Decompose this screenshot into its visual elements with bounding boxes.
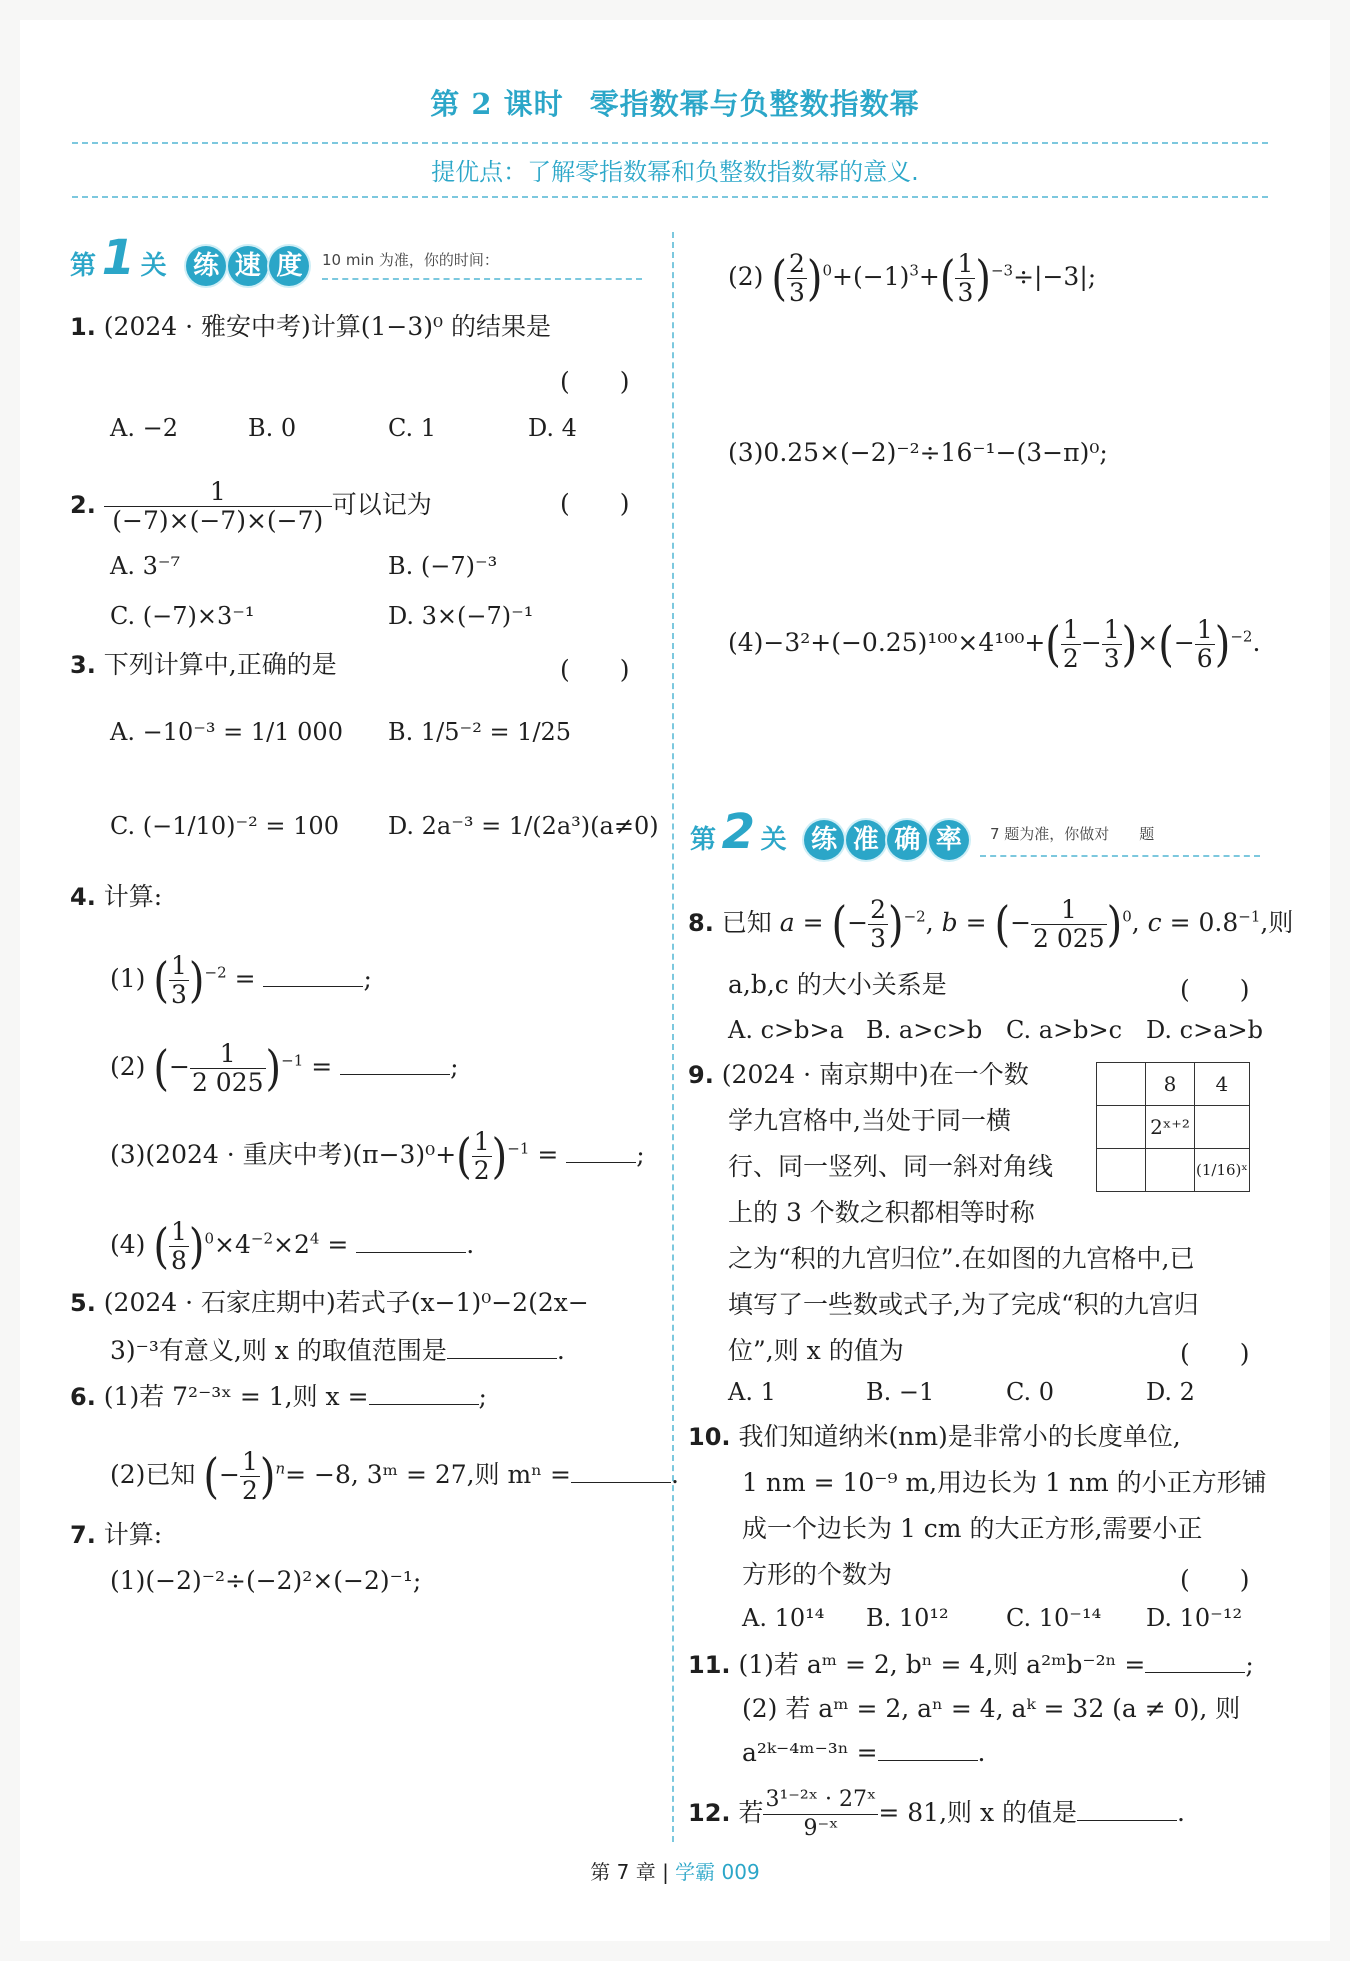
option-c[interactable]: C. (−1/10)⁻² = 100	[110, 812, 339, 840]
answer-blank[interactable]	[1077, 1798, 1177, 1821]
fraction: $\frac{1}{8}$	[170, 1217, 187, 1275]
question-text: 我们知道纳米(nm)是非常小的长度单位,	[738, 1422, 1181, 1451]
answer-paren[interactable]: ( )	[1180, 1339, 1250, 1368]
answer-blank[interactable]	[1145, 1650, 1245, 1673]
question-text: (2024 · 南京期中)在一个数	[721, 1060, 1029, 1089]
fraction: $\frac{1}{3}$	[170, 951, 187, 1009]
option-b[interactable]: B. 10¹²	[866, 1604, 949, 1632]
right-paren: )	[1106, 896, 1123, 953]
question-10-line: 1 nm = 10⁻⁹ m,用边长为 1 nm 的小正方形铺	[742, 1468, 1267, 1497]
right-paren: )	[188, 1218, 205, 1275]
fraction	[763, 1786, 878, 1843]
section2-heading	[690, 804, 965, 860]
right-paren: )	[491, 1128, 508, 1185]
option-a[interactable]: A. 3⁻⁷	[110, 552, 181, 580]
numerator: 3¹⁻²ˣ · 27ˣ	[763, 1786, 878, 1815]
question-2	[70, 478, 432, 535]
question-number: 12.	[688, 1799, 731, 1827]
answer-blank[interactable]	[447, 1336, 557, 1359]
option-b[interactable]: B. a>c>b	[866, 1016, 983, 1044]
denominator: (−7)×(−7)×(−7)	[112, 506, 324, 535]
section1-underline	[322, 278, 642, 280]
badge-char: 度	[269, 246, 309, 286]
answer-paren[interactable]: ( )	[560, 367, 630, 396]
option-a[interactable]: A. −10⁻³ = 1/1 000	[110, 718, 343, 746]
fraction: $\frac{1}{3}$	[957, 249, 974, 307]
lesson-title	[0, 82, 1350, 123]
grid-cell	[1195, 1106, 1250, 1149]
grid-cell	[1097, 1063, 1146, 1106]
lesson-topic: 零指数幂与负整数指数幂	[589, 87, 920, 121]
page-footer: 第 7 章 | 学霸 009	[590, 1860, 760, 1884]
option-d[interactable]: D. 3×(−7)⁻¹	[388, 602, 534, 630]
badge-char: 练	[804, 820, 844, 860]
fraction: $\frac{1}{2}$	[473, 1127, 490, 1185]
option-d[interactable]: D. c>a>b	[1146, 1016, 1263, 1044]
left-paren: (	[153, 1040, 169, 1097]
footer-chapter: 第 7 章	[590, 1860, 656, 1884]
question-4	[70, 880, 162, 914]
question-9-line: 之为“积的九宫归位”.在如图的九宫格中,已	[728, 1244, 1195, 1273]
option-b[interactable]: B. (−7)⁻³	[388, 552, 498, 580]
left-paren: (	[1045, 616, 1061, 673]
question-9-line: 学九宫格中,当处于同一横	[728, 1106, 1011, 1135]
left-paren: (	[203, 1448, 219, 1505]
question-number: 3.	[70, 651, 96, 679]
fraction	[104, 478, 332, 535]
right-paren: )	[259, 1448, 276, 1505]
answer-blank[interactable]	[878, 1738, 978, 1761]
question-number: 11.	[688, 1651, 731, 1679]
option-a[interactable]: A. 1	[728, 1378, 776, 1406]
question-7-part-2: (2) ( $\frac{2}{3}$ )$^0+(-1)^3+$( $\frac{1}{3}$ )$^{-3}$÷|−3|;	[728, 249, 1097, 307]
question-text: (1)若 aᵐ = 2, bⁿ = 4,则 a²ᵐb⁻²ⁿ =	[738, 1650, 1146, 1679]
question-4-part-2: (2) (− $\frac{1}{2 025}$ )$^{-1}$ = ;	[110, 1039, 459, 1097]
right-paren: )	[806, 250, 823, 307]
right-paren: )	[188, 952, 205, 1009]
question-text: = −8, 3ᵐ = 27,则 mⁿ =	[285, 1460, 571, 1489]
part-label: (4)−3²+(−0.25)¹⁰⁰×4¹⁰⁰+	[728, 628, 1046, 657]
question-text: (2024 · 石家庄期中)若式子(x−1)⁰−2(2x−	[103, 1288, 589, 1317]
part-label: (2)	[728, 262, 764, 291]
left-paren: (	[456, 1128, 472, 1185]
left-paren: (	[771, 250, 787, 307]
question-10	[688, 1420, 1181, 1454]
question-9-line: 位”,则 x 的值为	[728, 1336, 904, 1365]
question-number: 2.	[70, 491, 96, 519]
question-text: 已知	[721, 908, 772, 937]
footer-brand: 学霸	[675, 1860, 716, 1884]
section1-badge	[186, 246, 305, 286]
question-number: 5.	[70, 1289, 96, 1317]
fraction: $\frac{1}{2}$	[241, 1447, 258, 1505]
right-paren: )	[1214, 616, 1231, 673]
left-paren: (	[1158, 616, 1174, 673]
tip-line: 提优点：了解零指数幂和负整数指数幂的意义.	[431, 158, 919, 186]
badge-char: 率	[929, 820, 969, 860]
question-number: 9.	[688, 1061, 714, 1089]
footer-page-number: 009	[721, 1860, 760, 1884]
badge-char: 确	[887, 820, 927, 860]
question-7-part-1: (1)(−2)⁻²÷(−2)²×(−2)⁻¹;	[110, 1566, 422, 1595]
grid-cell	[1097, 1149, 1146, 1192]
option-a[interactable]: A. 10¹⁴	[742, 1604, 825, 1632]
column-separator	[672, 232, 674, 1842]
section2-number: 2	[721, 804, 755, 860]
part-label: (4)	[110, 1230, 146, 1259]
option-c[interactable]: C. 1	[388, 414, 437, 442]
question-3	[70, 648, 337, 682]
grid-cell: 2ˣ⁺²	[1146, 1106, 1195, 1149]
question-number: 8.	[688, 909, 714, 937]
fraction: $\frac{2}{3}$	[788, 249, 805, 307]
numerator: 1	[104, 478, 332, 507]
question-text: 可以记为	[331, 490, 432, 519]
answer-blank[interactable]	[340, 1052, 450, 1075]
question-number: 4.	[70, 883, 96, 911]
fraction: $\frac{1}{6}$	[1196, 615, 1213, 673]
question-text: 下列计算中,正确的是	[103, 650, 337, 679]
answer-paren[interactable]: ( )	[560, 655, 630, 684]
part-label: (2)	[110, 1052, 146, 1081]
fraction: $\frac{1}{3}$	[1103, 615, 1120, 673]
question-11-line-2: (2) 若 aᵐ = 2, aⁿ = 4, aᵏ = 32 (a ≠ 0), 则	[742, 1694, 1241, 1723]
question-4-part-4: (4) ( $\frac{1}{8}$ )$^0\times 4^{-2}\times 2^4$ = .	[110, 1217, 475, 1275]
question-7-part-4: (4)−3²+(−0.25)¹⁰⁰×4¹⁰⁰+( $\frac{1}{2}$ − $\frac{1}{3}$ )×(− $\frac{1}{6}$ )$^{-2}$.	[728, 615, 1261, 673]
left-paren: (	[831, 896, 848, 953]
question-number: 1.	[70, 313, 96, 341]
fraction: $\frac{2}{3}$	[870, 895, 886, 953]
right-paren: )	[265, 1040, 282, 1097]
left-paren: (	[939, 250, 956, 307]
question-text: a²ᵏ⁻⁴ᵐ⁻³ⁿ =	[742, 1738, 878, 1767]
section2-di: 第	[690, 825, 717, 855]
question-11: 11. (1)若 aᵐ = 2, bⁿ = 4,则 a²ᵐb⁻²ⁿ = ;	[688, 1650, 1254, 1679]
left-paren: (	[153, 1218, 169, 1275]
part-label: (1)	[110, 964, 146, 993]
option-b[interactable]: B. −1	[866, 1378, 935, 1406]
question-4-part-1: (1) ( $\frac{1}{3}$ )$^{-2}$ = ;	[110, 951, 372, 1009]
question-text: (2024 · 雅安中考)计算(1−3)⁰ 的结果是	[103, 312, 551, 341]
right-paren: )	[975, 250, 991, 307]
section1-note: 10 min 为准，你的时间：	[322, 251, 499, 269]
question-6-part-2: (2)已知 (− $\frac{1}{2}$ )$^n$= −8, 3ᵐ = 27,则 mⁿ = .	[110, 1447, 679, 1505]
left-paren: (	[994, 896, 1011, 953]
header-divider-bottom	[72, 196, 1268, 198]
section1-di: 第	[70, 251, 97, 281]
question-number: 7.	[70, 1521, 96, 1549]
option-a[interactable]: A. c>b>a	[728, 1016, 844, 1044]
question-number: 10.	[688, 1423, 731, 1451]
question-text: (2)已知	[110, 1460, 196, 1489]
question-5-line-2: 3)⁻³有意义,则 x 的取值范围是 .	[110, 1336, 565, 1365]
question-9-line: 上的 3 个数之积都相等时称	[728, 1198, 1035, 1227]
section1-number: 1	[101, 230, 135, 286]
question-text: (1)若 7²⁻³ˣ = 1,则 x =	[103, 1382, 369, 1411]
section1-heading	[70, 230, 305, 286]
right-paren: )	[1121, 616, 1138, 673]
question-text: = 81,则 x 的值是	[878, 1798, 1078, 1827]
section2-badge	[804, 820, 965, 860]
grid-cell: 8	[1146, 1063, 1195, 1106]
grid-cell: 4	[1195, 1063, 1250, 1106]
option-d[interactable]: D. 4	[528, 414, 577, 442]
badge-char: 速	[228, 246, 268, 286]
question-9	[688, 1058, 1029, 1092]
question-5	[70, 1286, 589, 1320]
fraction: $\frac{1}{2 025}$	[1033, 895, 1105, 953]
answer-paren[interactable]: ( )	[1180, 975, 1250, 1004]
badge-char: 练	[186, 246, 226, 286]
section2-guan: 关	[760, 825, 787, 855]
left-paren: (	[153, 952, 169, 1009]
denominator: 9⁻ˣ	[803, 1816, 839, 1841]
answer-paren[interactable]: ( )	[1180, 1565, 1250, 1594]
question-text: 若	[738, 1798, 764, 1827]
option-d[interactable]: D. 10⁻¹²	[1146, 1604, 1243, 1632]
fraction: $\frac{1}{2 025}$	[191, 1039, 264, 1097]
question-4-part-3: (3)(2024 · 重庆中考)(π−3)⁰+( $\frac{1}{2}$ )$^{-1}$ = ;	[110, 1127, 645, 1185]
question-6: 6. (1)若 7²⁻³ˣ = 1,则 x = ;	[70, 1382, 487, 1411]
option-d[interactable]: D. 2	[1146, 1378, 1195, 1406]
question-8-line-2: a,b,c 的大小关系是	[728, 970, 947, 999]
option-c[interactable]: C. a>b>c	[1006, 1016, 1123, 1044]
question-1	[70, 310, 551, 344]
right-paren: )	[887, 896, 904, 953]
question-text: 3)⁻³有意义,则 x 的取值范围是	[110, 1336, 447, 1365]
question-10-line: 成一个边长为 1 cm 的大正方形,需要小正	[742, 1514, 1203, 1543]
header-divider-top	[72, 142, 1268, 144]
answer-blank[interactable]	[571, 1460, 671, 1483]
question-11-line-3: a²ᵏ⁻⁴ᵐ⁻³ⁿ = .	[742, 1738, 986, 1767]
answer-blank[interactable]	[263, 964, 363, 987]
question-text: 计算:	[103, 1520, 163, 1549]
question-number: 6.	[70, 1383, 96, 1411]
question-9-line: 行、同一竖列、同一斜对角线	[728, 1152, 1054, 1181]
question-8: 8. 已知 a = (− $\frac{2}{3}$ )$^{-2}$, b = (− $\frac{1}{2 025}$ )$^0$, $c = 0.8^{-1}$,则	[688, 895, 1294, 953]
question-12: 12. 若 $\frac{\text{3¹⁻²ˣ · 27ˣ}}{\text{9⁻ˣ}}$ = 81,则 x 的值是 .	[688, 1787, 1185, 1841]
lesson-number: 第 2 课时	[430, 87, 564, 121]
answer-blank[interactable]	[356, 1230, 466, 1253]
grid-cell	[1097, 1106, 1146, 1149]
question-9-line: 填写了一些数或式子,为了完成“积的九宫归	[728, 1290, 1199, 1319]
option-a[interactable]: A. −2	[110, 414, 178, 442]
section2-note: 7 题为准，你做对 题	[990, 825, 1155, 843]
question-10-line: 方形的个数为	[742, 1560, 893, 1589]
question-7	[70, 1518, 162, 1552]
answer-blank[interactable]	[566, 1140, 636, 1163]
option-b[interactable]: B. 0	[248, 414, 297, 442]
option-c[interactable]: C. 0	[1006, 1378, 1055, 1406]
option-c[interactable]: C. (−7)×3⁻¹	[110, 602, 255, 630]
option-b[interactable]: B. 1/5⁻² = 1/25	[388, 718, 572, 746]
section1-guan: 关	[140, 251, 167, 281]
section2-underline	[980, 855, 1260, 857]
answer-paren[interactable]: ( )	[560, 489, 630, 518]
grid-cell	[1146, 1149, 1195, 1192]
option-c[interactable]: C. 10⁻¹⁴	[1006, 1604, 1102, 1632]
part-label: (3)(2024 · 重庆中考)(π−3)⁰+	[110, 1140, 457, 1169]
option-d[interactable]: D. 2a⁻³ = 1/(2a³)(a≠0)	[388, 812, 659, 840]
grid-cell: (1/16)ˣ	[1195, 1149, 1250, 1192]
question-7-part-3: (3)0.25×(−2)⁻²÷16⁻¹−(3−π)⁰;	[728, 438, 1108, 467]
fraction: $\frac{1}{2}$	[1062, 615, 1079, 673]
question-text: 计算:	[103, 882, 163, 911]
answer-blank[interactable]	[369, 1382, 479, 1405]
nine-square-grid	[1096, 1062, 1250, 1192]
badge-char: 准	[846, 820, 886, 860]
